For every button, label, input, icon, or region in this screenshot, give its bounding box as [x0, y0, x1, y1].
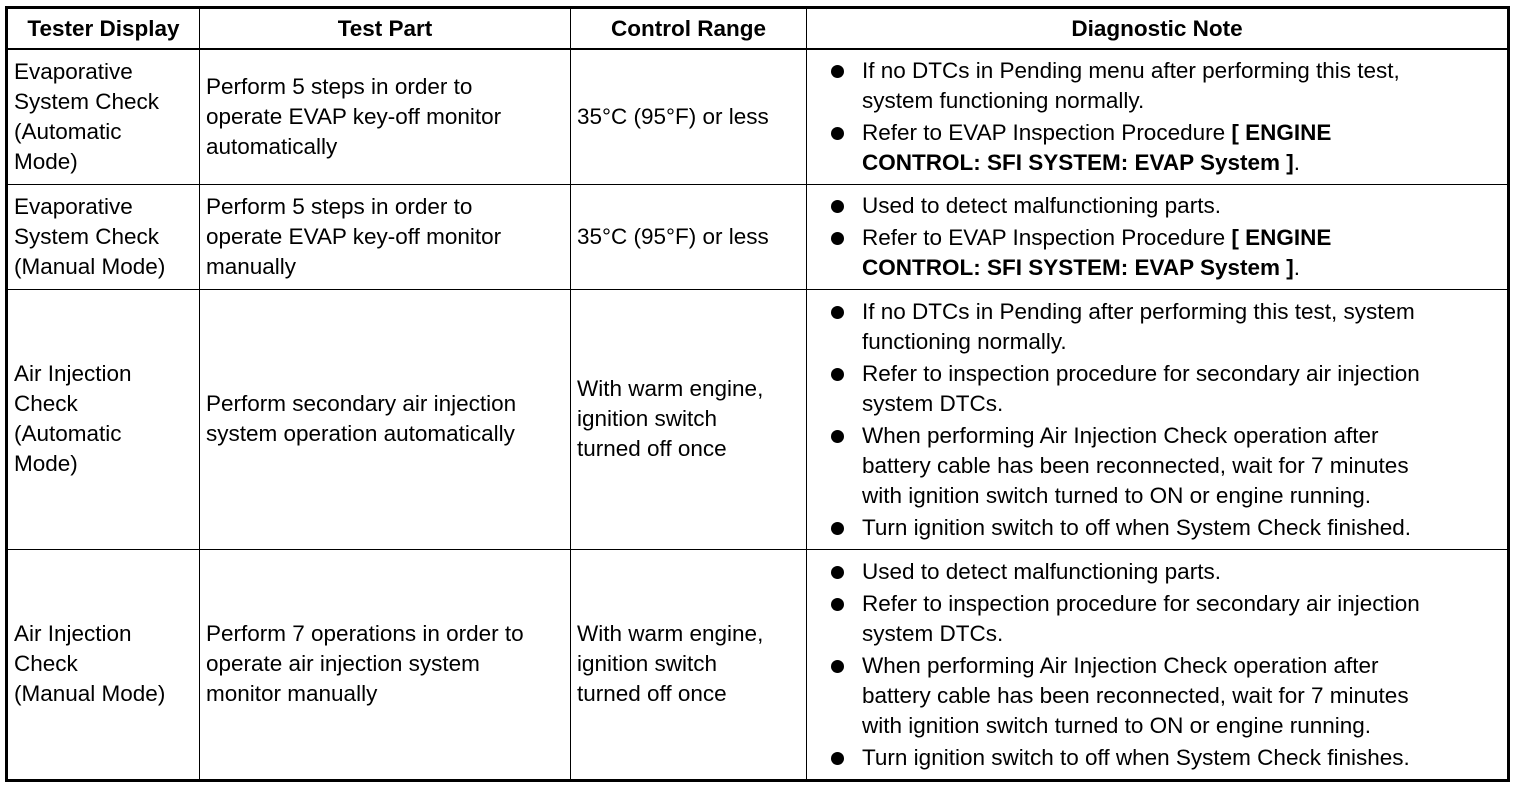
note-suffix: . [1293, 255, 1300, 280]
note-item [807, 513, 1503, 543]
note-text: Used to detect malfunctioning parts. [862, 193, 1221, 218]
control-range-cell: With warm engine, ignition switch turned off once [571, 549, 807, 780]
note-item [807, 191, 1503, 221]
note-suffix: . [1293, 150, 1300, 176]
note-text: Used to detect malfunctioning parts. [862, 558, 1221, 584]
note-item [807, 743, 1503, 773]
bullet-icon [831, 368, 844, 381]
note-item [807, 297, 1503, 357]
test-part-cell: Perform secondary air injection system operation automatically [200, 289, 571, 549]
note-text: When performing Air Injection Check operation after battery cable has been reconnected, wait for 7 minutes with ignition switch turned to ON or engine running. [862, 652, 1409, 738]
control-range-cell: With warm engine, ignition switch turned off once [571, 289, 807, 549]
bullet-icon [831, 200, 844, 213]
note-item [807, 589, 1503, 649]
diagnostic-table [5, 6, 1510, 782]
note-text: If no DTCs in Pending menu after performing this test, system functioning normally. [862, 58, 1400, 114]
table-row [7, 289, 1509, 549]
control-range-cell: 35°C (95°F) or less [571, 184, 807, 289]
bullet-icon [831, 522, 844, 535]
diagnostic-note-cell [807, 49, 1509, 184]
tester-display-cell: Air Injection Check (Manual Mode) [7, 549, 200, 780]
bullet-icon [831, 127, 844, 140]
note-item [807, 359, 1503, 419]
note-list [807, 56, 1503, 178]
bullet-icon [831, 430, 844, 443]
note-text: Turn ignition switch to off when System Check finishes. [862, 744, 1410, 770]
header-control-range: Control Range [571, 8, 807, 50]
bullet-icon [831, 660, 844, 673]
note-item [807, 223, 1503, 283]
test-part-cell: Perform 5 steps in order to operate EVAP key-off monitor manually [200, 184, 571, 289]
diagnostic-note-cell [807, 289, 1509, 549]
table-row [7, 549, 1509, 780]
note-text: If no DTCs in Pending after performing this test, system functioning normally. [862, 298, 1415, 354]
note-reference: [ ENGINE CONTROL: SFI SYSTEM: EVAP System ] [862, 225, 1332, 280]
control-range-cell: 35°C (95°F) or less [571, 49, 807, 184]
diagnostic-note-cell [807, 184, 1509, 289]
note-list [807, 557, 1503, 773]
bullet-icon [831, 232, 844, 245]
tester-display-cell: Air Injection Check (Automatic Mode) [7, 289, 200, 549]
bullet-icon [831, 65, 844, 78]
test-part-cell: Perform 7 operations in order to operate air injection system monitor manually [200, 549, 571, 780]
header-row [7, 8, 1509, 50]
diagnostic-note-cell [807, 549, 1509, 780]
note-item [807, 56, 1503, 116]
bullet-icon [831, 306, 844, 319]
table-row [7, 49, 1509, 184]
bullet-icon [831, 566, 844, 579]
note-item [807, 651, 1503, 741]
note-text: Refer to EVAP Inspection Procedure [862, 120, 1232, 146]
note-text: Refer to EVAP Inspection Procedure [862, 225, 1232, 250]
test-part-cell: Perform 5 steps in order to operate EVAP key-off monitor automatically [200, 49, 571, 184]
bullet-icon [831, 752, 844, 765]
note-text: Refer to inspection procedure for secondary air injection system DTCs. [862, 360, 1420, 416]
note-text: When performing Air Injection Check operation after battery cable has been reconnected, wait for 7 minutes with ignition switch turned to ON or engine running. [862, 422, 1409, 508]
note-item [807, 557, 1503, 587]
bullet-icon [831, 598, 844, 611]
header-tester-display: Tester Display [7, 8, 200, 50]
header-diagnostic-note: Diagnostic Note [807, 8, 1509, 50]
table-row [7, 184, 1509, 289]
note-list [807, 191, 1503, 283]
note-item [807, 118, 1503, 178]
tester-display-cell: Evaporative System Check (Automatic Mode) [7, 49, 200, 184]
header-test-part: Test Part [200, 8, 571, 50]
tester-display-cell: Evaporative System Check (Manual Mode) [7, 184, 200, 289]
note-text: Refer to inspection procedure for secondary air injection system DTCs. [862, 590, 1420, 646]
note-list [807, 297, 1503, 543]
note-reference: [ ENGINE CONTROL: SFI SYSTEM: EVAP System ] [862, 120, 1332, 176]
note-text: Turn ignition switch to off when System Check finished. [862, 514, 1412, 540]
note-item [807, 421, 1503, 511]
